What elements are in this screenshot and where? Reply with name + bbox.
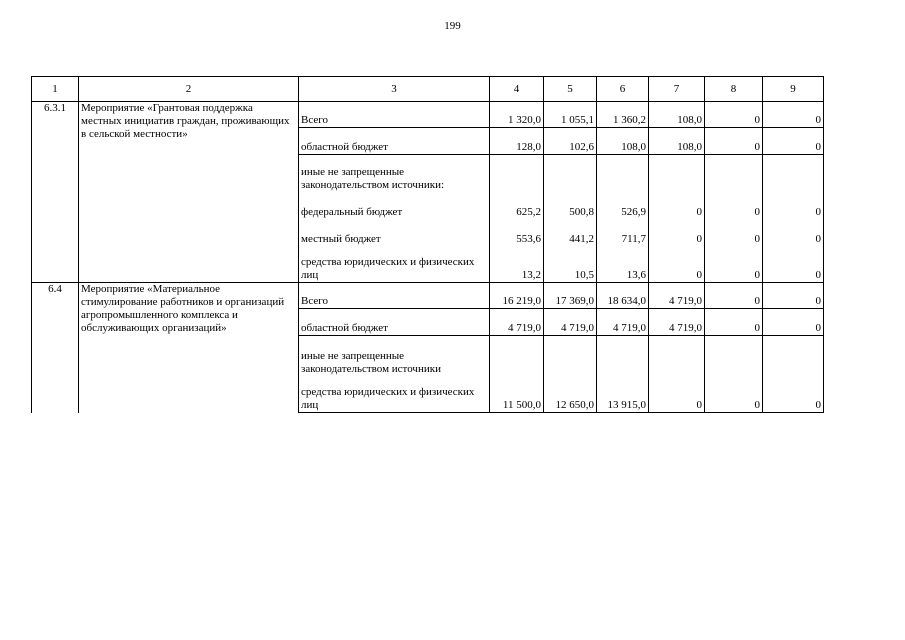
header-cell: 6	[597, 77, 649, 102]
table-row	[32, 102, 824, 128]
funding-source-cell: областной бюджет	[299, 309, 490, 336]
value-cell: 108,0	[649, 102, 705, 128]
measure-description-cell: Мероприятие «Материальное стимулирование работников и организаций агропромышленного комплекса и обслуживающих организаций»	[79, 283, 299, 413]
value-cell: 11 500,0	[490, 376, 544, 413]
header-cell: 9	[763, 77, 824, 102]
value-cell: 441,2	[544, 219, 597, 246]
value-cell: 13,6	[597, 246, 649, 283]
value-cell: 0	[649, 192, 705, 219]
value-cell: 4 719,0	[649, 309, 705, 336]
header-cell: 2	[79, 77, 299, 102]
value-cell	[705, 336, 763, 376]
header-cell: 4	[490, 77, 544, 102]
value-cell: 0	[705, 192, 763, 219]
value-cell: 0	[705, 219, 763, 246]
funding-source-cell: средства юридических и физических лиц	[299, 376, 490, 413]
value-cell: 4 719,0	[597, 309, 649, 336]
value-cell: 0	[763, 102, 824, 128]
value-cell: 0	[763, 309, 824, 336]
row-id-cell: 6.3.1	[32, 102, 79, 283]
value-cell: 625,2	[490, 192, 544, 219]
header-cell: 5	[544, 77, 597, 102]
funding-source-cell: местный бюджет	[299, 219, 490, 246]
value-cell: 1 320,0	[490, 102, 544, 128]
value-cell: 12 650,0	[544, 376, 597, 413]
header-cell: 8	[705, 77, 763, 102]
value-cell: 108,0	[597, 128, 649, 155]
value-cell	[597, 336, 649, 376]
value-cell: 16 219,0	[490, 283, 544, 309]
value-cell: 0	[649, 376, 705, 413]
value-cell: 711,7	[597, 219, 649, 246]
value-cell: 4 719,0	[490, 309, 544, 336]
value-cell: 0	[705, 102, 763, 128]
value-cell: 108,0	[649, 128, 705, 155]
table-row	[32, 283, 824, 309]
value-cell	[763, 155, 824, 192]
value-cell: 553,6	[490, 219, 544, 246]
table-header-row	[32, 77, 824, 102]
funding-source-cell: иные не запрещенные законодательством источники:	[299, 155, 490, 192]
value-cell: 0	[705, 376, 763, 413]
value-cell: 128,0	[490, 128, 544, 155]
value-cell: 500,8	[544, 192, 597, 219]
value-cell: 0	[705, 309, 763, 336]
value-cell: 4 719,0	[649, 283, 705, 309]
value-cell	[597, 155, 649, 192]
value-cell: 0	[705, 283, 763, 309]
value-cell: 526,9	[597, 192, 649, 219]
value-cell: 13 915,0	[597, 376, 649, 413]
value-cell: 0	[649, 246, 705, 283]
funding-source-cell: иные не запрещенные законодательством источники	[299, 336, 490, 376]
value-cell: 17 369,0	[544, 283, 597, 309]
value-cell	[490, 155, 544, 192]
value-cell: 18 634,0	[597, 283, 649, 309]
header-cell: 1	[32, 77, 79, 102]
value-cell	[705, 155, 763, 192]
value-cell: 10,5	[544, 246, 597, 283]
value-cell: 1 055,1	[544, 102, 597, 128]
value-cell: 0	[649, 219, 705, 246]
funding-source-cell: Всего	[299, 283, 490, 309]
value-cell	[763, 336, 824, 376]
value-cell: 0	[763, 246, 824, 283]
funding-source-cell: федеральный бюджет	[299, 192, 490, 219]
value-cell: 102,6	[544, 128, 597, 155]
page-number: 199	[444, 20, 461, 32]
funding-source-cell: Всего	[299, 102, 490, 128]
value-cell: 13,2	[490, 246, 544, 283]
value-cell	[649, 155, 705, 192]
value-cell	[490, 336, 544, 376]
budget-table	[31, 76, 824, 413]
row-id-cell: 6.4	[32, 283, 79, 413]
value-cell: 4 719,0	[544, 309, 597, 336]
value-cell: 0	[763, 219, 824, 246]
value-cell: 0	[705, 128, 763, 155]
value-cell: 0	[763, 283, 824, 309]
value-cell	[544, 336, 597, 376]
value-cell: 0	[763, 128, 824, 155]
value-cell	[649, 336, 705, 376]
value-cell: 1 360,2	[597, 102, 649, 128]
header-cell: 3	[299, 77, 490, 102]
value-cell: 0	[763, 192, 824, 219]
measure-description-cell: Мероприятие «Грантовая поддержка местных инициатив граждан, проживающих в сельской местности»	[79, 102, 299, 283]
funding-source-cell: областной бюджет	[299, 128, 490, 155]
funding-source-cell: средства юридических и физических лиц	[299, 246, 490, 283]
value-cell: 0	[763, 376, 824, 413]
header-cell: 7	[649, 77, 705, 102]
value-cell: 0	[705, 246, 763, 283]
value-cell	[544, 155, 597, 192]
